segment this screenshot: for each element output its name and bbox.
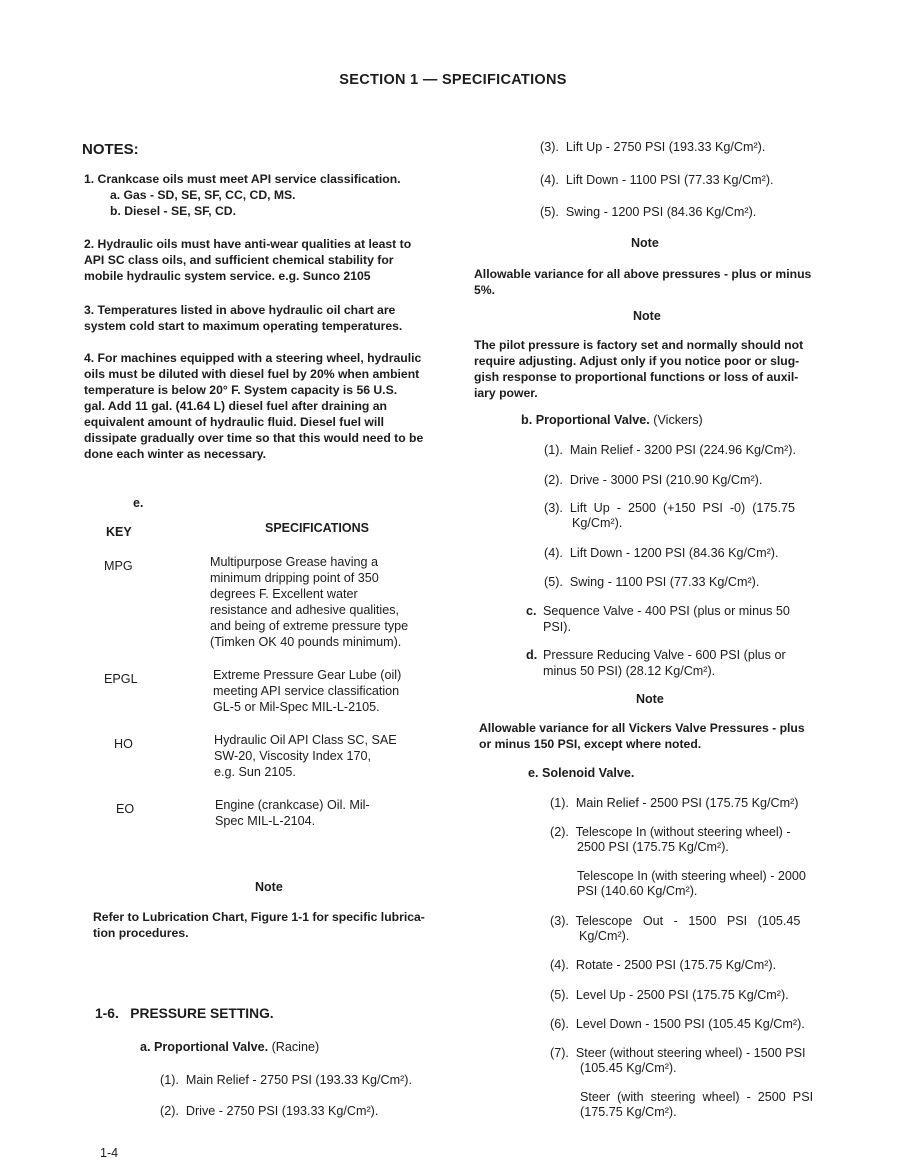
spec-line: GL-5 or Mil-Spec MIL-L-2105. bbox=[213, 700, 380, 714]
spec-line: Engine (crankcase) Oil. Mil- bbox=[215, 798, 370, 812]
spec-line: Extreme Pressure Gear Lube (oil) bbox=[213, 668, 402, 682]
note-2-line: API SC class oils, and sufficient chemical stability for bbox=[84, 253, 394, 267]
racine-item-2: (2). Drive - 2750 PSI (193.33 Kg/Cm²). bbox=[160, 1104, 379, 1118]
lubrication-note-line: Refer to Lubrication Chart, Figure 1-1 for specific lubrica- bbox=[93, 910, 425, 924]
reducing-label: d. bbox=[526, 648, 538, 662]
pilot-note-heading: Note bbox=[633, 309, 661, 323]
spec-line: minimum dripping point of 350 bbox=[210, 571, 379, 585]
racine-item-4: (4). Lift Down - 1100 PSI (77.33 Kg/Cm²). bbox=[540, 173, 774, 187]
pilot-note-line: iary power. bbox=[474, 386, 538, 400]
solenoid-item-7-alt: Steer (with steering wheel) - 2500 PSI bbox=[580, 1090, 814, 1104]
note-1 bbox=[84, 171, 401, 219]
key-epgl: EPGL bbox=[104, 672, 138, 686]
note-4-line: dissipate gradually over time so that this would need to be bbox=[84, 431, 424, 445]
spec-eo bbox=[215, 797, 370, 829]
lubrication-note bbox=[93, 909, 425, 941]
solenoid-item-2-cont: 2500 PSI (175.75 Kg/Cm²). bbox=[577, 840, 729, 854]
key-column-header: KEY bbox=[106, 525, 132, 539]
pilot-note-line: gish response to proportional functions or loss of auxil- bbox=[474, 370, 799, 384]
note-1-b: b. Diesel - SE, SF, CD. bbox=[110, 204, 236, 218]
reducing-valve bbox=[543, 647, 786, 679]
note-3-line: 3. Temperatures listed in above hydraulic oil chart are bbox=[84, 303, 396, 317]
solenoid-item-1: (1). Main Relief - 2500 PSI (175.75 Kg/Cm²) bbox=[550, 796, 799, 810]
note-2-line: mobile hydraulic system service. e.g. Sunco 2105 bbox=[84, 269, 371, 283]
vickers-item-2: (2). Drive - 3000 PSI (210.90 Kg/Cm²). bbox=[544, 473, 763, 487]
solenoid-item-3: (3). Telescope Out - 1500 PSI (105.45 bbox=[550, 914, 801, 928]
racine-valve-heading bbox=[140, 1040, 319, 1054]
key-ho: HO bbox=[114, 737, 133, 751]
vickers-valve-label: b. Proportional Valve. bbox=[521, 413, 650, 427]
pilot-note bbox=[474, 337, 803, 401]
vickers-note-line: Allowable variance for all Vickers Valve Pressures - plus bbox=[479, 721, 805, 735]
spec-line: and being of extreme pressure type bbox=[210, 619, 409, 633]
solenoid-item-2: (2). Telescope In (without steering wheel) - bbox=[550, 825, 791, 839]
solenoid-item-2-alt-cont: PSI (140.60 Kg/Cm²). bbox=[577, 884, 698, 898]
note-4-line: gal. Add 11 gal. (41.64 L) diesel fuel after draining an bbox=[84, 399, 387, 413]
vickers-note-heading: Note bbox=[636, 692, 664, 706]
sequence-line: PSI). bbox=[543, 620, 571, 634]
vickers-item-5: (5). Swing - 1100 PSI (77.33 Kg/Cm²). bbox=[544, 575, 760, 589]
key-eo: EO bbox=[116, 802, 135, 816]
notes-heading: NOTES: bbox=[82, 141, 139, 158]
vickers-valve-suffix: (Vickers) bbox=[649, 413, 703, 427]
solenoid-item-7-alt-cont: (175.75 Kg/Cm²). bbox=[580, 1105, 677, 1119]
solenoid-item-4: (4). Rotate - 2500 PSI (175.75 Kg/Cm²). bbox=[550, 958, 777, 972]
spec-line: Hydraulic Oil API Class SC, SAE bbox=[214, 733, 397, 747]
note-4-line: done each winter as necessary. bbox=[84, 447, 266, 461]
solenoid-item-3-cont: Kg/Cm²). bbox=[579, 929, 630, 943]
solenoid-item-7-cont: (105.45 Kg/Cm²). bbox=[580, 1061, 677, 1075]
note-1-a: a. Gas - SD, SE, SF, CC, CD, MS. bbox=[110, 188, 296, 202]
note-4-line: equivalent amount of hydraulic fluid. Diesel fuel will bbox=[84, 415, 384, 429]
note-4-line: temperature is below 20° F. System capacity is 56 U.S. bbox=[84, 383, 398, 397]
racine-item-5: (5). Swing - 1200 PSI (84.36 Kg/Cm²). bbox=[540, 205, 757, 219]
solenoid-item-5: (5). Level Up - 2500 PSI (175.75 Kg/Cm²). bbox=[550, 988, 789, 1002]
spec-line: e.g. Sun 2105. bbox=[214, 765, 296, 779]
spec-line: Multipurpose Grease having a bbox=[210, 555, 379, 569]
key-mpg: MPG bbox=[104, 559, 133, 573]
sequence-label: c. bbox=[526, 604, 537, 618]
vickers-note-line: or minus 150 PSI, except where noted. bbox=[479, 737, 702, 751]
note-3-line: system cold start to maximum operating temperatures. bbox=[84, 319, 403, 333]
note-4-line: 4. For machines equipped with a steering wheel, hydraulic bbox=[84, 351, 422, 365]
spec-mpg bbox=[210, 554, 408, 650]
spec-line: degrees F. Excellent water bbox=[210, 587, 358, 601]
vickers-note bbox=[479, 720, 805, 752]
variance-note-heading: Note bbox=[631, 236, 659, 250]
note-3 bbox=[84, 302, 402, 334]
spec-column-header: SPECIFICATIONS bbox=[265, 521, 369, 535]
note-4-line: oils must be diluted with diesel fuel by 20% when ambient bbox=[84, 367, 420, 381]
e-label: e. bbox=[133, 496, 144, 510]
racine-valve-suffix: (Racine) bbox=[268, 1040, 320, 1054]
pilot-note-line: require adjusting. Adjust only if you notice poor or slug- bbox=[474, 354, 800, 368]
racine-item-1: (1). Main Relief - 2750 PSI (193.33 Kg/Cm²). bbox=[160, 1073, 412, 1087]
solenoid-valve-heading: e. Solenoid Valve. bbox=[528, 766, 635, 780]
note-1-main: 1. Crankcase oils must meet API service classification. bbox=[84, 172, 401, 186]
pilot-note-line: The pilot pressure is factory set and normally should not bbox=[474, 338, 804, 352]
solenoid-item-6: (6). Level Down - 1500 PSI (105.45 Kg/Cm²). bbox=[550, 1017, 805, 1031]
note-4 bbox=[84, 350, 423, 462]
spec-line: resistance and adhesive qualities, bbox=[210, 603, 400, 617]
note-2-line: 2. Hydraulic oils must have anti-wear qualities at least to bbox=[84, 237, 412, 251]
variance-note-line: Allowable variance for all above pressures - plus or minus bbox=[474, 267, 812, 281]
spec-epgl bbox=[213, 667, 401, 715]
section-title: SECTION 1 — SPECIFICATIONS bbox=[339, 72, 567, 88]
vickers-valve-heading bbox=[521, 413, 703, 427]
spec-line: (Timken OK 40 pounds minimum). bbox=[210, 635, 402, 649]
page-number: 1-4 bbox=[100, 1146, 119, 1160]
lubrication-note-line: tion procedures. bbox=[93, 926, 189, 940]
solenoid-item-2-alt: Telescope In (with steering wheel) - 2000 bbox=[577, 869, 806, 883]
racine-item-3: (3). Lift Up - 2750 PSI (193.33 Kg/Cm²). bbox=[540, 140, 766, 154]
variance-note bbox=[474, 266, 811, 298]
spec-line: Spec MIL-L-2104. bbox=[215, 814, 316, 828]
note-2 bbox=[84, 236, 411, 284]
sequence-line: Sequence Valve - 400 PSI (plus or minus 50 bbox=[543, 604, 790, 618]
vickers-item-3: (3). Lift Up - 2500 (+150 PSI -0) (175.75 bbox=[544, 501, 795, 515]
solenoid-item-7: (7). Steer (without steering wheel) - 1500 PSI bbox=[550, 1046, 806, 1060]
vickers-item-4: (4). Lift Down - 1200 PSI (84.36 Kg/Cm²). bbox=[544, 546, 779, 560]
vickers-item-3-cont: Kg/Cm²). bbox=[572, 516, 623, 530]
variance-note-line: 5%. bbox=[474, 283, 496, 297]
lubrication-note-heading: Note bbox=[255, 880, 283, 894]
spec-line: SW-20, Viscosity Index 170, bbox=[214, 749, 372, 763]
reducing-line: Pressure Reducing Valve - 600 PSI (plus or bbox=[543, 648, 786, 662]
spec-line: meeting API service classification bbox=[213, 684, 400, 698]
vickers-item-1: (1). Main Relief - 3200 PSI (224.96 Kg/Cm²). bbox=[544, 443, 796, 457]
racine-valve-label: a. Proportional Valve. bbox=[140, 1040, 269, 1054]
sequence-valve bbox=[543, 603, 790, 635]
reducing-line: minus 50 PSI) (28.12 Kg/Cm²). bbox=[543, 664, 716, 678]
pressure-setting-heading: 1-6. PRESSURE SETTING. bbox=[95, 1006, 274, 1021]
spec-ho bbox=[214, 732, 397, 780]
